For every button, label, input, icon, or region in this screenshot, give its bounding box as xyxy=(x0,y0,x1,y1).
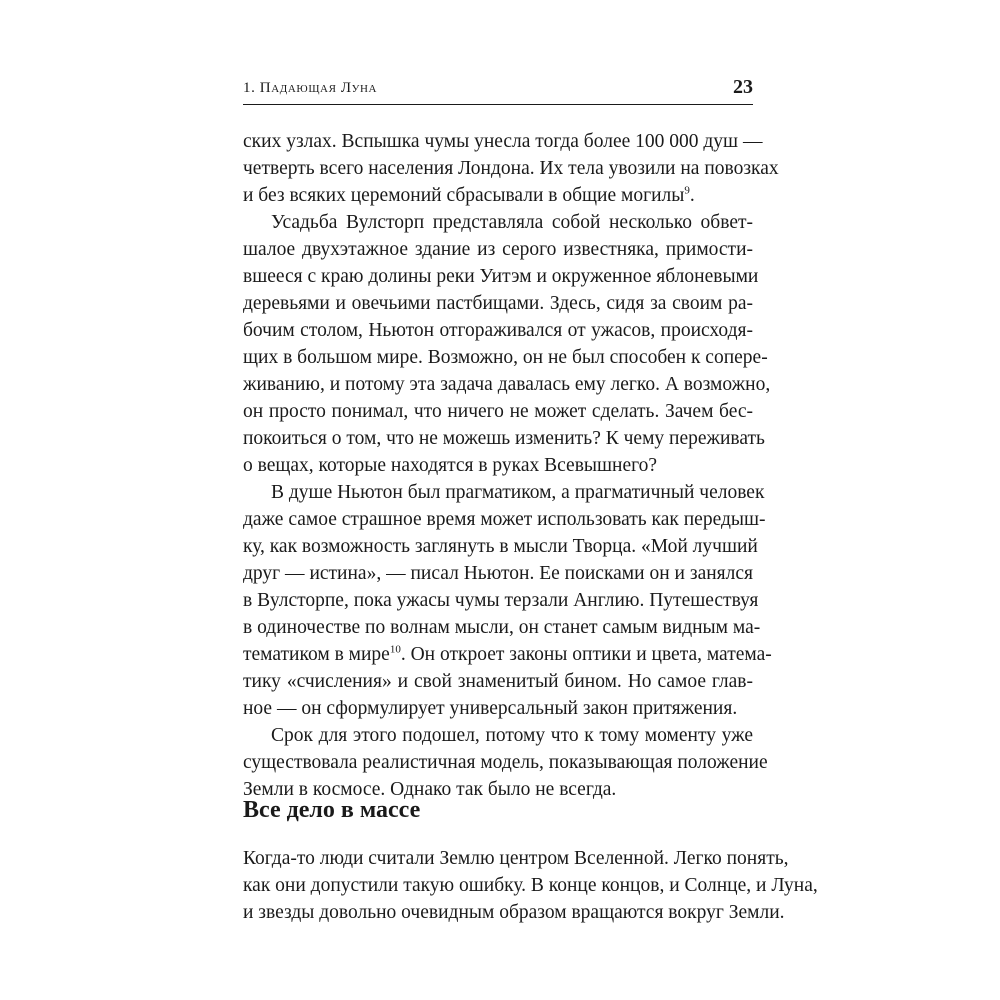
paragraph xyxy=(243,128,779,209)
text-line: четверть всего населения Лондона. Их тела увозили на повозках xyxy=(243,158,779,179)
footnote-marker: 9 xyxy=(684,184,690,197)
text-line: вшееся с краю долины реки Уитэм и окруженное яблоневыми xyxy=(243,266,759,287)
page-number: 23 xyxy=(733,76,753,98)
text-line: живанию, и потому эта задача давалась ему легко. А возможно, xyxy=(243,374,771,395)
text-line: он просто понимал, что ничего не может сделать. Зачем бес- xyxy=(243,401,753,422)
text-line: В душе Ньютон был прагматиком, а прагматичный человек xyxy=(271,482,765,503)
paragraph xyxy=(243,209,771,479)
text-line: шалое двухэтажное здание из серого известняка, примости- xyxy=(243,239,753,260)
footnote-marker: 10 xyxy=(389,643,401,656)
text-line: щих в большом мире. Возможно, он не был способен к сопере- xyxy=(243,347,768,368)
section-heading: Все дело в массе xyxy=(243,797,421,823)
body-text xyxy=(243,128,779,803)
header-rule xyxy=(243,104,753,105)
text-line: о вещах, которые находятся в руках Всевышнего? xyxy=(243,455,658,476)
text-line xyxy=(243,182,753,209)
paragraph xyxy=(243,479,772,722)
text-fragment: . Он откроет законы оптики и цвета, матема- xyxy=(400,644,772,665)
chapter-title: 1. Падающая Луна xyxy=(243,80,378,96)
text-line: бочим столом, Ньютон отгораживался от ужасов, происходя- xyxy=(243,320,753,341)
text-fragment: и без всяких церемоний сбрасывали в общие могилы xyxy=(243,185,685,206)
text-line: ских узлах. Вспышка чумы унесла тогда более 100 000 душ — xyxy=(243,131,763,152)
text-line xyxy=(243,641,772,668)
text-fragment: тематиком в мире xyxy=(243,644,390,665)
text-line: ку, как возможность заглянуть в мысли Творца. «Мой лучший xyxy=(243,536,758,557)
text-line: и звезды довольно очевидным образом вращаются вокруг Земли. xyxy=(243,902,785,923)
text-line: даже самое страшное время может использовать как передыш- xyxy=(243,509,766,530)
text-line: в Вулсторпе, пока ужасы чумы терзали Англию. Путешествуя xyxy=(243,590,759,611)
text-line: Когда-то люди считали Землю центром Вселенной. Легко понять, xyxy=(243,848,789,869)
text-line: деревьями и овечьими пастбищами. Здесь, сидя за своим ра- xyxy=(243,293,753,314)
text-line: Усадьба Вулсторп представляла собой несколько обвет- xyxy=(271,212,753,233)
text-line: в одиночестве по волнам мысли, он станет самым видным ма- xyxy=(243,617,761,638)
section-text xyxy=(243,845,818,926)
text-line: друг — истина», — писал Ньютон. Ее поисками он и занялся xyxy=(243,563,753,584)
text-line: Срок для этого подошел, потому что к тому моменту уже xyxy=(271,725,753,746)
text-line: Земли в космосе. Однако так было не всегда. xyxy=(243,779,617,800)
text-line: покоиться о том, что не можешь изменить? К чему переживать xyxy=(243,428,765,449)
paragraph xyxy=(243,722,768,803)
text-fragment: . xyxy=(689,185,695,206)
text-line: существовала реалистичная модель, показывающая положение xyxy=(243,752,768,773)
running-head xyxy=(243,76,753,102)
text-line: как они допустили такую ошибку. В конце концов, и Солнце, и Луна, xyxy=(243,875,818,896)
text-line: ное — он сформулирует универсальный закон притяжения. xyxy=(243,698,738,719)
text-line: тику «счисления» и свой знаменитый бином. Но самое глав- xyxy=(243,671,753,692)
